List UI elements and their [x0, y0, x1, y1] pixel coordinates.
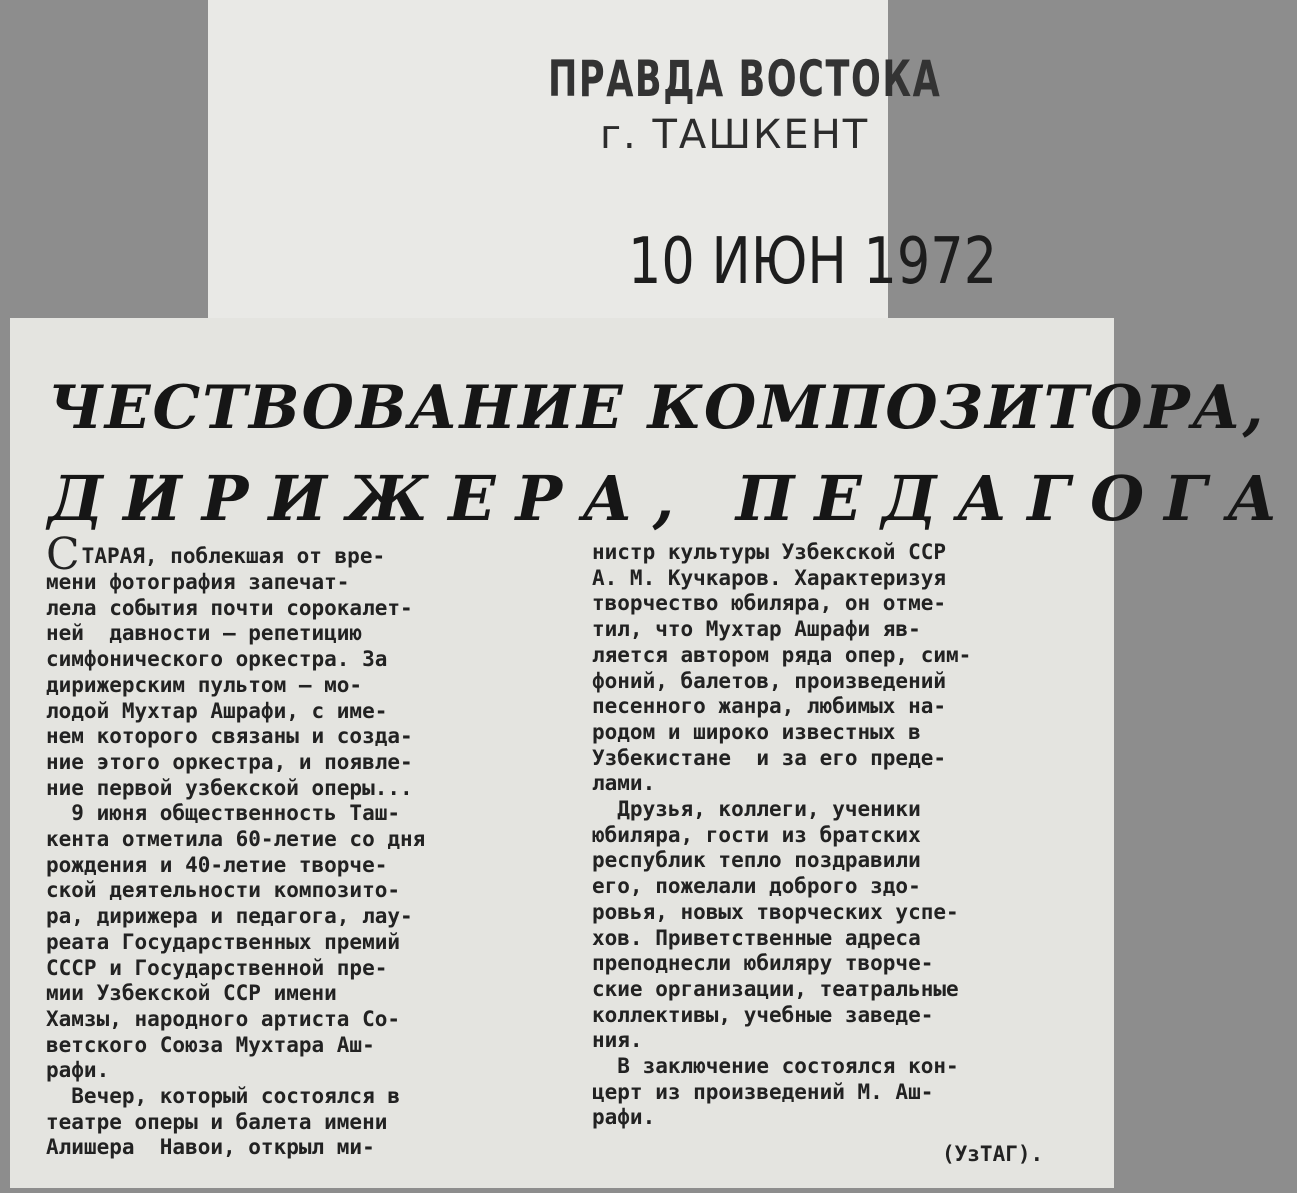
article-line: родом и широко известных в — [592, 719, 921, 744]
article-line: ние этого оркестра, и появле- — [46, 749, 413, 774]
headline-line-1: ЧЕСТВОВАНИЕ КОМПОЗИТОРА, — [48, 373, 1266, 443]
article-line: ней давности — репетицию — [46, 621, 363, 646]
article-line: юбиляра, гости из братских — [592, 822, 921, 847]
article-line: ровья, новых творческих успе- — [592, 899, 959, 924]
article-line: ра, дирижера и педагога, лау- — [46, 904, 413, 929]
article-line: 9 июня общественность Таш- — [46, 801, 401, 826]
article-line: церт из произведений М. Аш- — [592, 1079, 934, 1104]
article-line: мени фотография запечат- — [46, 570, 350, 594]
article-line: рафи. — [592, 1105, 656, 1130]
article-line: преподнесли юбиляру творче- — [592, 951, 934, 976]
article-line: рождения и 40-летие творче- — [46, 852, 388, 877]
article-line: ские организации, театральные — [592, 976, 959, 1001]
article-line: ветского Союза Мухтара Аш- — [46, 1032, 375, 1057]
article-line: В заключение состоялся кон- — [592, 1054, 959, 1079]
article-line-text: ТАРАЯ, поблекшая от вре- — [81, 544, 386, 568]
article-line: лами. — [592, 771, 656, 796]
article-line: ния. — [592, 1028, 643, 1053]
article-line — [46, 529, 586, 580]
article-line: ской деятельности композито- — [46, 878, 401, 903]
article-line: фоний, балетов, произведений — [592, 668, 947, 693]
article-line: ляется автором ряда опер, сим- — [592, 642, 972, 667]
article-right-column — [592, 540, 1107, 1131]
article-line: А. М. Кучкаров. Характеризуя — [592, 565, 947, 590]
article-line: хов. Приветственные адреса — [592, 925, 921, 950]
article-line: Хамзы, народного артиста Со- — [46, 1006, 401, 1031]
article-line: реата Государственных премий — [46, 929, 401, 954]
article-line: Вечер, который состоялся в — [46, 1084, 401, 1109]
article-line: Узбекистане и за его преде- — [592, 745, 947, 770]
article-line: кента отметила 60-летие со дня — [46, 827, 426, 852]
newspaper-city: г. ТАШКЕНТ — [600, 112, 870, 158]
article-line: его, пожелали доброго здо- — [592, 874, 921, 899]
article-left-column — [46, 529, 586, 1161]
drop-cap: С — [46, 529, 80, 580]
article-line: песенного жанра, любимых на- — [592, 694, 947, 719]
article-line: дирижерским пультом — мо- — [46, 672, 363, 697]
issue-date: 10 ИЮН 1972 — [628, 225, 998, 299]
article-line: мии Узбекской ССР имени — [46, 981, 337, 1006]
article-line: симфонического оркестра. За — [46, 647, 388, 672]
news-agency-credit: (УзТАГ). — [942, 1142, 1044, 1166]
article-line: театре оперы и балета имени — [46, 1109, 388, 1134]
article-line: нем которого связаны и созда- — [46, 724, 413, 749]
article-line: ние первой узбекской оперы... — [46, 775, 413, 800]
article-line: республик тепло поздравили — [592, 848, 921, 873]
article-line: творчество юбиляра, он отме- — [592, 591, 947, 616]
article-line: Алишера Навои, открыл ми- — [46, 1135, 375, 1160]
article-line: рафи. — [46, 1058, 110, 1083]
article-line: лодой Мухтар Ашрафи, с име- — [46, 698, 388, 723]
article-clipping — [10, 318, 1297, 1188]
article-line: коллективы, учебные заведе- — [592, 1002, 934, 1027]
article-line: СССР и Государственной пре- — [46, 955, 388, 980]
article-line: Друзья, коллеги, ученики — [592, 797, 921, 822]
article-line: нистр культуры Узбекской ССР — [592, 540, 947, 564]
headline-line-2: ДИРИЖЕРА, ПЕДАГОГА — [48, 462, 1297, 535]
newspaper-name: ПРАВДА ВОСТОКА — [548, 50, 942, 108]
article-line: лела события почти сорокалет- — [46, 595, 413, 620]
article-line: тил, что Мухтар Ашрафи яв- — [592, 617, 921, 642]
newspaper-stamp — [208, 0, 998, 330]
